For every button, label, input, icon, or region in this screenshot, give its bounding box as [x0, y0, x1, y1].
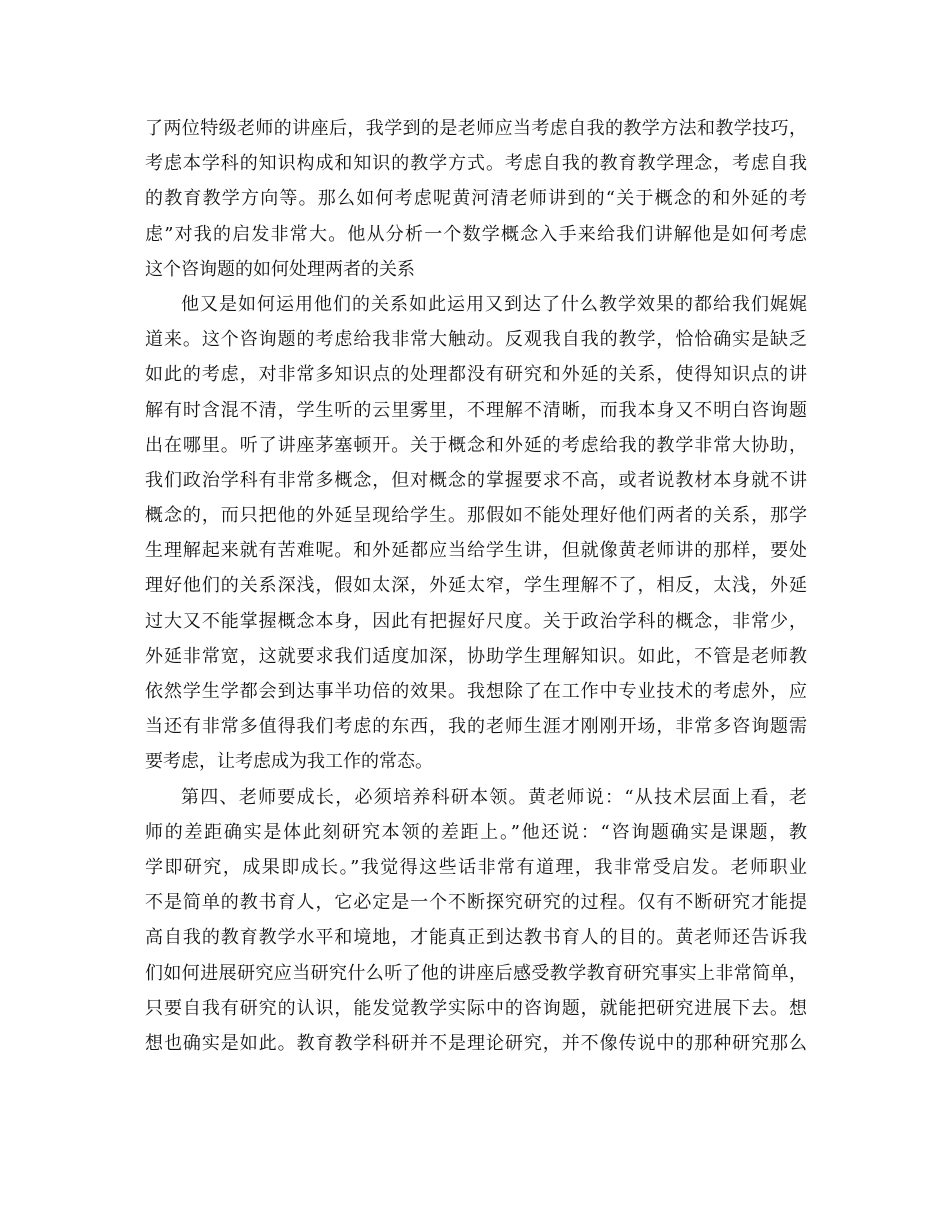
- text-line: 他又是如何运用他们的关系如此运用又到达了什么教学效果的都给我们娓娓: [181, 293, 807, 315]
- text-line: 学即研究，成果即成长。”我觉得这些话非常有道理，我非常受启发。老师职业: [145, 856, 807, 878]
- text-line: 的教育教学方向等。那么如何考虑呢黄河清老师讲到的“关于概念的和外延的考: [145, 188, 807, 210]
- text-line: 外延非常宽，这就要求我们适度加深，协助学生理解知识。如此，不管是老师教: [145, 645, 807, 667]
- text-line: 依然学生学都会到达事半功倍的效果。我想除了在工作中专业技术的考虑外，应: [145, 681, 807, 702]
- text-line: 虑”对我的启发非常大。他从分析一个数学概念入手来给我们讲解他是如何考虑: [145, 223, 807, 245]
- body-text: [145, 111, 807, 1061]
- text-line: 第四、老师要成长，必须培养科研本领。黄老师说：“从技术层面上看，老: [181, 786, 807, 808]
- text-line: 道来。这个咨询题的考虑给我非常大触动。反观我自我的教学，恰恰确实是缺乏: [145, 329, 807, 351]
- text-line: 概念的，而只把他的外延呈现给学生。那假如不能处理好他们两者的关系，那学: [145, 505, 807, 527]
- paragraph-3: [145, 780, 807, 1062]
- text-line: 了两位特级老师的讲座后，我学到的是老师应当考虑自我的教学方法和教学技巧，: [145, 118, 807, 139]
- text-line: 解有时含混不清，学生听的云里雾里，不理解不清晰，而我本身又不明白咨询题: [145, 399, 807, 421]
- paragraph-1: [145, 111, 807, 287]
- text-line: 要考虑，让考虑成为我工作的常态。: [145, 751, 433, 773]
- text-line: 高自我的教育教学水平和境地，才能真正到达教书育人的目的。黄老师还告诉我: [145, 927, 807, 949]
- paragraph-2: [145, 287, 807, 780]
- text-line: 如此的考虑，对非常多知识点的处理都没有研究和外延的关系，使得知识点的讲: [145, 364, 807, 386]
- text-line: 考虑本学科的知识构成和知识的教学方式。考虑自我的教育教学理念，考虑自我: [145, 153, 807, 175]
- text-line: 生理解起来就有苦难呢。和外延都应当给学生讲，但就像黄老师讲的那样，要处: [145, 540, 807, 562]
- text-line: 不是简单的教书育人，它必定是一个不断探究研究的过程。仅有不断研究才能提: [145, 892, 807, 914]
- text-line: 只要自我有研究的认识，能发觉教学实际中的咨询题，就能把研究进展下去。想: [145, 997, 807, 1019]
- text-line: 这个咨询题的如何处理两者的关系: [145, 258, 415, 280]
- text-line: 我们政治学科有非常多概念，但对概念的掌握要求不高，或者说教材本身就不讲: [145, 469, 807, 491]
- text-line: 想也确实是如此。教育教学科研并不是理论研究，并不像传说中的那种研究那么: [145, 1032, 807, 1054]
- text-line: 过大又不能掌握概念本身，因此有把握好尺度。关于政治学科的概念，非常少，: [145, 610, 807, 632]
- text-line: 们如何进展研究应当研究什么听了他的讲座后感受教学教育研究事实上非常简单，: [145, 962, 807, 984]
- text-line: 师的差距确实是体此刻研究本领的差距上。”他还说：“咨询题确实是课题，教: [145, 821, 807, 843]
- text-line: 出在哪里。听了讲座茅塞顿开。关于概念和外延的考虑给我的教学非常大协助，: [145, 434, 807, 456]
- text-line: 理好他们的关系深浅，假如太深，外延太窄，学生理解不了，相反，太浅，外延: [145, 575, 807, 597]
- text-line: 当还有非常多值得我们考虑的东西，我的老师生涯才刚刚开场，非常多咨询题需: [145, 716, 807, 738]
